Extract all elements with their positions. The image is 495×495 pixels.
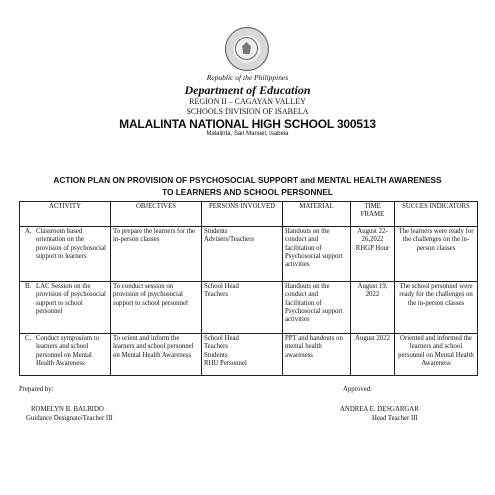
- person-entry: School Head: [204, 283, 239, 290]
- objectives-cell: To orient and inform the learners and school personnel on Mental Health Awareness: [111, 334, 202, 376]
- approver-title: Head Teacher III: [372, 415, 418, 422]
- header-indicators: SUCCES INDICATORS: [395, 202, 478, 227]
- persons-cell: [202, 282, 283, 334]
- person-entry: Teachers: [204, 343, 229, 351]
- deped-seal: [225, 27, 269, 71]
- indicators-cell: The learners were ready for the challenges on the in-person classes: [395, 227, 478, 282]
- header-objectives: OBJECTIVES: [111, 202, 202, 227]
- table-row: [20, 227, 478, 282]
- persons-cell: [202, 227, 283, 282]
- indicators-cell: The school personnel were ready for the challenges on the in-person classes: [395, 282, 478, 334]
- table-row: [20, 334, 478, 376]
- activity-letter: B.: [25, 283, 32, 290]
- time-cell: August 19, 2022: [351, 282, 395, 334]
- approver-name: ANDREA E. DESGARGAR: [340, 406, 419, 413]
- document-title-line2: TO LEARNERS AND SCHOOL PERSONNEL: [162, 187, 333, 197]
- persons-cell: [202, 334, 283, 376]
- prepared-by-label: Prepared by:: [19, 386, 54, 393]
- document-title-line1: ACTION PLAN ON PROVISION OF PSYCHOSOCIAL SUPPORT and MENTAL HEALTH AWARENESS: [53, 175, 442, 185]
- table-header-row: [20, 202, 478, 227]
- objectives-cell: To conduct session on provision of psychosocial support to school personnel: [111, 282, 202, 334]
- department-name: Department of Education: [184, 83, 311, 97]
- table-row: [20, 282, 478, 334]
- time-cell: August 22-26,2022 RHGP Hour: [351, 227, 395, 282]
- person-entry: Students: [204, 228, 228, 235]
- school-name: MALALINTA NATIONAL HIGH SCHOOL 300513: [119, 117, 376, 131]
- material-cell: Handouts on the conduct and facilitation of Psychosocial support activities: [283, 227, 351, 282]
- header-material: MATERIAL: [283, 202, 351, 227]
- header-activity: ACTIVITY: [20, 202, 111, 227]
- person-entry: Advisers/Teachers: [204, 236, 255, 244]
- preparer-title: Guidance Designate/Teacher III: [26, 415, 113, 422]
- preparer-name: ROMELYN B. BALBIDO: [31, 406, 104, 413]
- activity-cell: [20, 227, 111, 282]
- region-text: REGION II – CAGAYAN VALLEY: [189, 97, 306, 106]
- objectives-cell: To prepare the learners for the in-person classes: [111, 227, 202, 282]
- activity-cell: [20, 334, 111, 376]
- activity-text: Conduct symposium to learners and school personnel on Mental Health Awareness: [36, 335, 100, 367]
- activity-letter: C.: [25, 335, 32, 342]
- division-text: SCHOOLS DIVISION OF ISABELA: [186, 107, 309, 116]
- person-entry: RHU Personnel: [204, 359, 247, 367]
- header-time: TIME FRAME: [351, 202, 395, 227]
- republic-text: Republic of the Philippines: [206, 73, 289, 82]
- person-entry: School Head: [204, 335, 239, 342]
- school-address: Malalinta, San Manuel, Isabela: [206, 131, 289, 137]
- activity-cell: [20, 282, 111, 334]
- activity-text: LAC Session on the provision of psychosocial support to school personnel: [36, 283, 106, 315]
- header-persons: PERSONS INVOLVED: [202, 202, 283, 227]
- material-cell: Handouts on the conduct and facilitation of Psychosocial support activities: [283, 282, 351, 334]
- activity-letter: A.: [25, 228, 32, 235]
- indicators-cell: Oriented and informed the learners and school personnel on Mental Health Awareness: [395, 334, 478, 376]
- person-entry: Students: [204, 351, 228, 359]
- activity-text: Classroom based orientation on the provision of psychosocial support to learners: [36, 228, 106, 260]
- material-cell: PPT and handouts on mental health awareness: [283, 334, 351, 376]
- person-entry: Teachers: [204, 291, 229, 299]
- action-plan-table: [19, 201, 478, 376]
- approved-label: Approved:: [343, 386, 373, 393]
- time-cell: August 2022: [351, 334, 395, 376]
